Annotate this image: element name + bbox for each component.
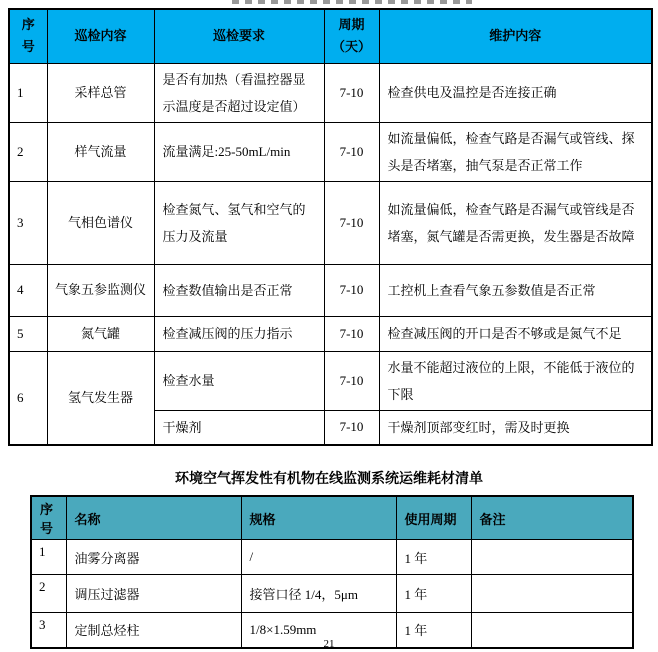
table-row: [31, 540, 633, 575]
requirement-cell: 检查氮气、氢气和空气的压力及流量: [154, 181, 324, 264]
spec-cell: 1/8×1.59mm: [241, 613, 396, 648]
page-number: 21: [323, 638, 335, 650]
table-row: [9, 181, 652, 264]
period-cell: 7-10: [324, 316, 379, 351]
period-cell: 7-10: [324, 410, 379, 445]
seq-cell: 4: [9, 264, 47, 316]
content-cell: 氢气发生器: [47, 351, 154, 445]
maintenance-cell: 检查供电及温控是否连接正确: [379, 63, 652, 122]
name-cell: 定制总烃柱: [66, 613, 241, 648]
period-header-line1: 周期: [338, 17, 365, 33]
seq-cell: 1: [31, 540, 66, 575]
period-cell: 7-10: [324, 351, 379, 410]
table-row: [9, 63, 652, 122]
cycle-cell: 1 年: [396, 575, 471, 613]
seq-cell: 6: [9, 351, 47, 445]
col-header-seq: 序号: [9, 9, 47, 63]
col-header-spec: 规格: [241, 496, 396, 540]
maintenance-cell: 如流量偏低，检查气路是否漏气或管线是否堵塞，氮气罐是否需更换，发生器是否故障: [379, 181, 652, 264]
col-header-seq: 序号: [31, 496, 66, 540]
col-header-requirement: 巡检要求: [154, 9, 324, 63]
seq-cell: 3: [9, 181, 47, 264]
name-cell: 调压过滤器: [66, 575, 241, 613]
period-cell: 7-10: [324, 122, 379, 181]
consumables-header-row: [31, 496, 633, 540]
content-cell: 氮气罐: [47, 316, 154, 351]
inspection-table: [8, 8, 653, 446]
content-cell: 气象五参监测仪: [47, 264, 154, 316]
note-cell: [471, 540, 633, 575]
maintenance-cell: 工控机上查看气象五参数值是否正常: [379, 264, 652, 316]
requirement-cell: 干燥剂: [154, 410, 324, 445]
seq-cell: 1: [9, 63, 47, 122]
note-cell: [471, 575, 633, 613]
clipped-title-fragment: [232, 0, 472, 4]
col-header-cycle: 使用周期: [396, 496, 471, 540]
maintenance-cell: 干燥剂顶部变红时，需及时更换: [379, 410, 652, 445]
col-header-name: 名称: [66, 496, 241, 540]
consumables-table: [30, 495, 634, 649]
content-cell: 样气流量: [47, 122, 154, 181]
col-header-content: 巡检内容: [47, 9, 154, 63]
seq-cell: 3: [31, 613, 66, 648]
table-row: [9, 264, 652, 316]
requirement-cell: 流量满足:25-50mL/min: [154, 122, 324, 181]
spec-cell: /: [241, 540, 396, 575]
seq-cell: 5: [9, 316, 47, 351]
table-row: [9, 316, 652, 351]
inspection-header-row: [9, 9, 652, 63]
period-header-line2: （天）: [331, 39, 371, 55]
content-cell: 采样总管: [47, 63, 154, 122]
period-cell: 7-10: [324, 63, 379, 122]
table-row: [31, 575, 633, 613]
seq-cell: 2: [31, 575, 66, 613]
name-cell: 油雾分离器: [66, 540, 241, 575]
consumables-title: 环境空气挥发性有机物在线监测系统运维耗材清单: [175, 470, 483, 486]
period-cell: 7-10: [324, 181, 379, 264]
cycle-cell: 1 年: [396, 540, 471, 575]
period-cell: 7-10: [324, 264, 379, 316]
requirement-cell: 是否有加热（看温控器显示温度是否超过设定值）: [154, 63, 324, 122]
table-row: [9, 122, 652, 181]
seq-cell: 2: [9, 122, 47, 181]
requirement-cell: 检查水量: [154, 351, 324, 410]
col-header-period: [324, 9, 379, 63]
spec-cell: 接管口径 1/4，5μm: [241, 575, 396, 613]
maintenance-cell: 水量不能超过液位的上限，不能低于液位的下限: [379, 351, 652, 410]
requirement-cell: 检查数值输出是否正常: [154, 264, 324, 316]
maintenance-cell: 如流量偏低，检查气路是否漏气或管线、探头是否堵塞，抽气泵是否正常工作: [379, 122, 652, 181]
col-header-maintenance: 维护内容: [379, 9, 652, 63]
cycle-cell: 1 年: [396, 613, 471, 648]
table-row: [9, 351, 652, 410]
content-cell: 气相色谱仪: [47, 181, 154, 264]
maintenance-cell: 检查减压阀的开口是否不够或是氮气不足: [379, 316, 652, 351]
requirement-cell: 检查减压阀的压力指示: [154, 316, 324, 351]
col-header-note: 备注: [471, 496, 633, 540]
